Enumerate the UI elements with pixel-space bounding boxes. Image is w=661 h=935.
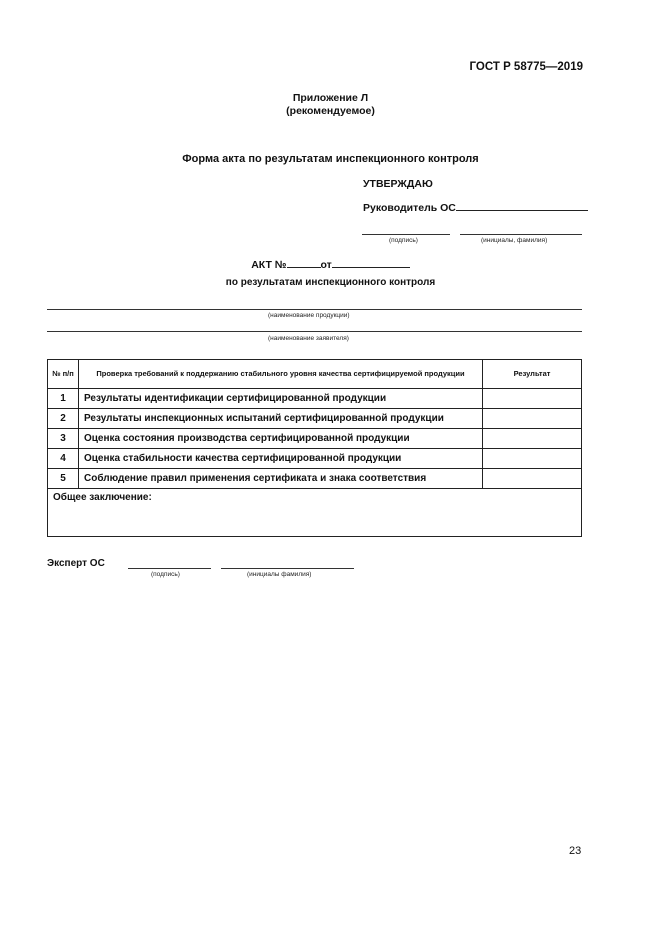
conclusion-label: Общее заключение: (48, 489, 582, 537)
applicant-line (47, 331, 582, 332)
row-result (483, 389, 582, 409)
head-signature-row (363, 202, 588, 214)
act-title (0, 259, 661, 271)
approval-name-caption: (инициалы, фамилия) (481, 237, 548, 244)
approve-label: УТВЕРЖДАЮ (363, 178, 433, 190)
row-text: Результаты идентификации сертифицированной продукции (79, 389, 483, 409)
head-label: Руководитель ОС (363, 202, 456, 214)
expert-name-line (221, 568, 354, 569)
expert-signature-line (128, 568, 211, 569)
row-text: Оценка стабильности качества сертифицированной продукции (79, 449, 483, 469)
annex-status: (рекомендуемое) (286, 105, 375, 117)
row-result (483, 449, 582, 469)
act-date-line (332, 267, 410, 268)
approval-signature-line (362, 234, 450, 235)
header-result: Результат (483, 360, 582, 389)
act-number-line (287, 267, 321, 268)
header-num: № п/п (48, 360, 79, 389)
approval-signature-caption: (подпись) (389, 237, 418, 244)
standard-number: ГОСТ Р 58775—2019 (469, 61, 583, 73)
row-num: 2 (48, 409, 79, 429)
row-result (483, 429, 582, 449)
product-caption: (наименование продукции) (268, 312, 350, 319)
act-label: АКТ № (251, 259, 287, 271)
row-num: 3 (48, 429, 79, 449)
table-row (48, 429, 582, 449)
table-row (48, 469, 582, 489)
requirements-table (47, 359, 582, 537)
table-row (48, 389, 582, 409)
act-from-label: от (320, 259, 332, 271)
row-num: 4 (48, 449, 79, 469)
act-subtitle: по результатам инспекционного контроля (225, 277, 436, 288)
form-title: Форма акта по результатам инспекционного контроля (182, 153, 479, 165)
row-num: 5 (48, 469, 79, 489)
table-row (48, 409, 582, 429)
applicant-caption: (наименование заявителя) (268, 335, 349, 342)
page-number: 23 (569, 845, 582, 857)
expert-name-caption: (инициалы фамилия) (247, 571, 312, 578)
expert-signature-caption: (подпись) (151, 571, 180, 578)
approval-name-line (460, 234, 582, 235)
row-result (483, 469, 582, 489)
header-requirement: Проверка требований к поддержанию стабильного уровня качества сертифицируемой продукции (79, 360, 483, 389)
product-line (47, 309, 582, 310)
row-result (483, 409, 582, 429)
head-line (456, 210, 588, 211)
row-num: 1 (48, 389, 79, 409)
conclusion-row (48, 489, 582, 537)
row-text: Соблюдение правил применения сертификата и знака соответствия (79, 469, 483, 489)
expert-label: Эксперт ОС (47, 558, 105, 569)
row-text: Оценка состояния производства сертифицированной продукции (79, 429, 483, 449)
table-header-row (48, 360, 582, 389)
table-row (48, 449, 582, 469)
annex-heading (0, 92, 661, 118)
annex-title: Приложение Л (292, 92, 369, 104)
row-text: Результаты инспекционных испытаний сертифицированной продукции (79, 409, 483, 429)
